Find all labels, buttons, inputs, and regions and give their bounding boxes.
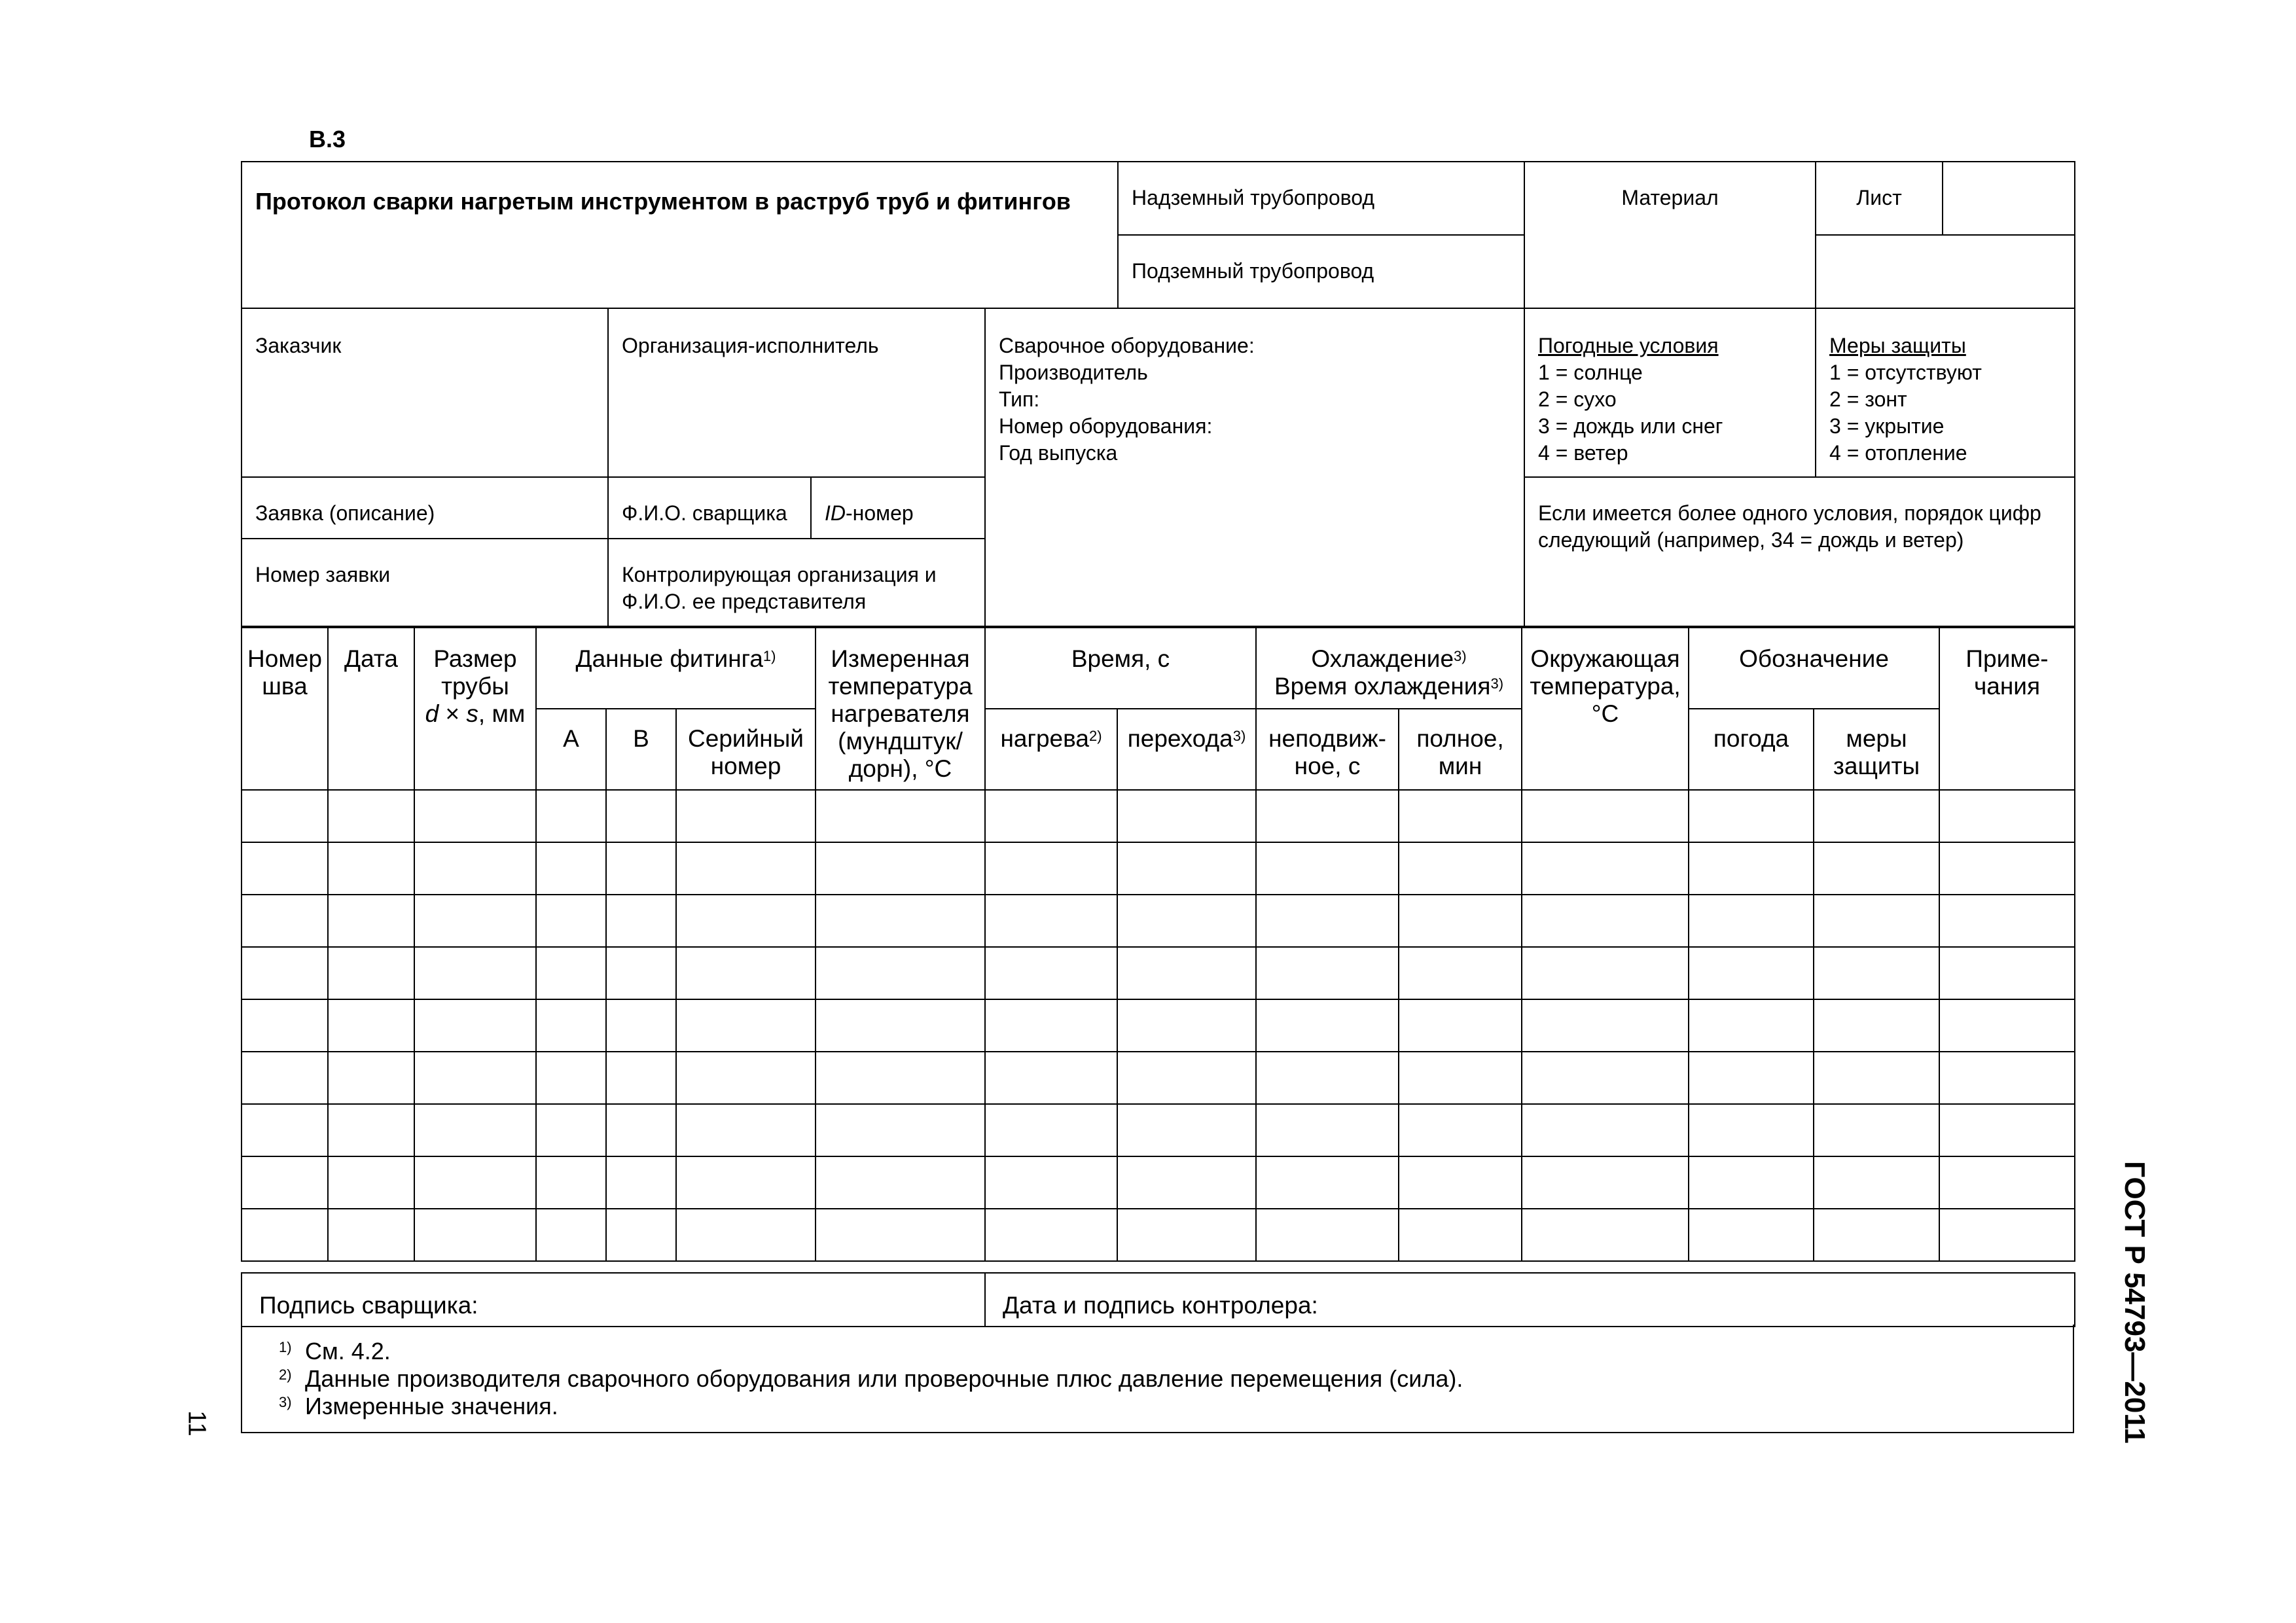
contractor-field: Организация-исполнитель	[608, 308, 985, 477]
table-cell[interactable]	[676, 999, 816, 1052]
protection-item: 1 = отсутствуют	[1829, 361, 1982, 384]
weather-item: 1 = солнце	[1538, 361, 1643, 384]
table-cell[interactable]	[1256, 895, 1399, 947]
pipe-size-times: ×	[439, 700, 467, 727]
col-seam-number: Номер шва	[242, 628, 328, 790]
table-cell[interactable]	[1522, 1156, 1689, 1209]
table-cell[interactable]	[1814, 790, 1939, 842]
welder-signature-field[interactable]: Подпись сварщика:	[242, 1273, 985, 1327]
table-cell[interactable]	[1814, 1209, 1939, 1261]
table-cell[interactable]	[985, 1104, 1117, 1156]
footnote-item	[279, 1338, 2073, 1365]
table-cell[interactable]	[1522, 1209, 1689, 1261]
table-cell[interactable]	[1522, 895, 1689, 947]
protection-measures-field	[1816, 308, 2075, 477]
table-cell[interactable]	[1689, 790, 1814, 842]
table-cell[interactable]	[1256, 1052, 1399, 1104]
table-cell[interactable]	[1117, 1156, 1256, 1209]
section-label: B.3	[309, 126, 346, 152]
col-fitting-data	[536, 628, 816, 709]
table-cell[interactable]	[606, 1052, 676, 1104]
table-cell[interactable]	[676, 947, 816, 999]
table-cell[interactable]	[676, 1104, 816, 1156]
footnotes	[241, 1325, 2074, 1433]
protection-item: 4 = отопление	[1829, 441, 1967, 465]
table-cell[interactable]	[676, 1156, 816, 1209]
table-cell[interactable]	[1814, 1104, 1939, 1156]
id-number-field	[811, 477, 985, 539]
table-cell[interactable]	[414, 842, 536, 895]
table-cell[interactable]	[676, 790, 816, 842]
inspection-org-field: Контролирующая организация и Ф.И.О. ее представителя	[608, 539, 985, 626]
col-fitting-serial: Серийный номер	[676, 709, 816, 790]
table-cell[interactable]	[985, 1156, 1117, 1209]
weather-item: 4 = ветер	[1538, 441, 1628, 465]
welder-name-field: Ф.И.О. сварщика	[608, 477, 811, 539]
table-cell[interactable]	[606, 999, 676, 1052]
table-cell[interactable]	[816, 999, 985, 1052]
table-cell[interactable]	[1814, 999, 1939, 1052]
table-cell[interactable]	[985, 842, 1117, 895]
table-cell[interactable]	[816, 947, 985, 999]
table-cell[interactable]	[328, 999, 414, 1052]
table-cell[interactable]	[242, 895, 328, 947]
table-cell[interactable]	[1399, 1052, 1522, 1104]
cooling-label: Охлаждение	[1311, 645, 1454, 672]
protocol-title: Протокол сварки нагретым инструментом в раструб труб и фитингов	[255, 188, 1071, 215]
table-cell[interactable]	[676, 895, 816, 947]
table-cell[interactable]	[1939, 1156, 2075, 1209]
equipment-year: Год выпуска	[999, 441, 1118, 465]
table-row	[242, 1156, 2075, 1209]
table-cell[interactable]	[536, 1156, 606, 1209]
table-cell[interactable]	[1689, 947, 1814, 999]
table-cell[interactable]	[1689, 1052, 1814, 1104]
table-cell[interactable]	[414, 1052, 536, 1104]
table-cell[interactable]	[1399, 1156, 1522, 1209]
table-cell[interactable]	[985, 790, 1117, 842]
col-designation-protection: меры защиты	[1814, 709, 1939, 790]
table-row	[242, 790, 2075, 842]
table-cell[interactable]	[1117, 842, 1256, 895]
col-designation: Обозначение	[1689, 628, 1939, 709]
footnote-mark: 3)	[279, 1394, 292, 1410]
table-cell[interactable]	[1814, 1052, 1939, 1104]
table-cell[interactable]	[1256, 947, 1399, 999]
table-cell[interactable]	[1256, 842, 1399, 895]
table-cell[interactable]	[414, 790, 536, 842]
table-cell[interactable]	[1689, 1209, 1814, 1261]
table-cell[interactable]	[676, 1052, 816, 1104]
table-cell[interactable]	[1689, 1104, 1814, 1156]
table-cell[interactable]	[242, 1209, 328, 1261]
col-transition-time	[1117, 709, 1256, 790]
table-cell[interactable]	[536, 790, 606, 842]
sheet-value	[1943, 162, 2075, 235]
table-cell[interactable]	[536, 1052, 606, 1104]
table-cell[interactable]	[242, 947, 328, 999]
col-date: Дата	[328, 628, 414, 790]
footnote-mark: 1)	[279, 1339, 292, 1355]
equipment-type: Тип:	[999, 387, 1040, 411]
table-cell[interactable]	[1689, 895, 1814, 947]
table-cell[interactable]	[1939, 1209, 2075, 1261]
welding-equipment-field	[985, 308, 1524, 626]
protection-item: 3 = укрытие	[1829, 414, 1945, 438]
weather-item: 3 = дождь или снег	[1538, 414, 1723, 438]
table-cell[interactable]	[816, 842, 985, 895]
table-cell[interactable]	[536, 947, 606, 999]
table-cell[interactable]	[536, 842, 606, 895]
footnote-text: Данные производителя сварочного оборудования или проверочные плюс давление перемещения (сила).	[305, 1365, 1463, 1392]
footnote-ref: 3)	[1232, 728, 1246, 744]
table-cell[interactable]	[1522, 790, 1689, 842]
footnote-item	[279, 1365, 2073, 1393]
table-cell[interactable]	[1814, 842, 1939, 895]
table-cell[interactable]	[1522, 947, 1689, 999]
table-cell[interactable]	[606, 1156, 676, 1209]
weather-title: Погодные условия	[1538, 334, 1719, 357]
document-code-text: ГОСТ Р 54793—2011	[2119, 1161, 2151, 1444]
table-cell[interactable]	[1939, 1104, 2075, 1156]
footnote-ref: 1)	[762, 648, 776, 664]
table-cell[interactable]	[1256, 999, 1399, 1052]
col-pipe-size	[414, 628, 536, 790]
table-cell[interactable]	[414, 1104, 536, 1156]
table-cell[interactable]	[1399, 842, 1522, 895]
table-cell[interactable]	[414, 895, 536, 947]
id-number-prefix: ID	[825, 501, 846, 525]
table-cell[interactable]	[242, 1156, 328, 1209]
table-cell[interactable]	[606, 895, 676, 947]
col-time: Время, с	[985, 628, 1256, 709]
table-row	[242, 895, 2075, 947]
table-cell[interactable]	[414, 947, 536, 999]
table-cell[interactable]	[816, 1209, 985, 1261]
table-cell[interactable]	[1117, 999, 1256, 1052]
table-cell[interactable]	[536, 895, 606, 947]
table-cell[interactable]	[676, 1209, 816, 1261]
pipe-size-unit: , мм	[478, 700, 526, 727]
table-cell[interactable]	[985, 1052, 1117, 1104]
table-row	[242, 947, 2075, 999]
table-cell[interactable]	[1117, 1104, 1256, 1156]
table-cell[interactable]	[1399, 790, 1522, 842]
footnote-text: Измеренные значения.	[305, 1393, 558, 1419]
table-cell[interactable]	[328, 1052, 414, 1104]
table-cell[interactable]	[606, 842, 676, 895]
table-cell[interactable]	[1399, 1209, 1522, 1261]
table-cell[interactable]	[1814, 895, 1939, 947]
table-cell[interactable]	[1689, 842, 1814, 895]
multiple-conditions-note: Если имеется более одного условия, порядок цифр следующий (например, 34 = дождь и ветер)	[1524, 477, 2075, 626]
table-cell[interactable]	[606, 947, 676, 999]
table-cell[interactable]	[985, 1209, 1117, 1261]
page-number-text: 11	[183, 1410, 211, 1436]
table-cell[interactable]	[328, 842, 414, 895]
table-cell[interactable]	[1256, 790, 1399, 842]
table-cell[interactable]	[816, 895, 985, 947]
page-number	[177, 1400, 216, 1446]
col-cooling-full: полное, мин	[1399, 709, 1522, 790]
customer-field: Заказчик	[242, 308, 608, 477]
table-cell[interactable]	[816, 1156, 985, 1209]
table-row	[242, 1052, 2075, 1104]
table-cell[interactable]	[1689, 1156, 1814, 1209]
table-cell[interactable]	[816, 1104, 985, 1156]
table-cell[interactable]	[1399, 895, 1522, 947]
table-cell[interactable]	[1117, 1052, 1256, 1104]
table-cell[interactable]	[816, 1052, 985, 1104]
table-cell[interactable]	[328, 947, 414, 999]
table-cell[interactable]	[414, 1156, 536, 1209]
table-cell[interactable]	[1814, 1156, 1939, 1209]
table-row	[242, 999, 2075, 1052]
table-cell[interactable]	[1256, 1104, 1399, 1156]
welding-data-table	[241, 627, 2075, 1262]
table-cell[interactable]	[1522, 842, 1689, 895]
table-cell[interactable]	[1399, 947, 1522, 999]
col-cooling-still: неподвиж-ное, с	[1256, 709, 1399, 790]
table-cell[interactable]	[242, 1052, 328, 1104]
equipment-manufacturer: Производитель	[999, 361, 1148, 384]
table-row	[242, 1104, 2075, 1156]
table-cell[interactable]	[1399, 999, 1522, 1052]
table-cell[interactable]	[1256, 1209, 1399, 1261]
table-cell[interactable]	[328, 1209, 414, 1261]
col-heating-time	[985, 709, 1117, 790]
pipe-size-label: Размер трубы	[433, 645, 517, 700]
table-cell[interactable]	[606, 1104, 676, 1156]
table-cell[interactable]	[816, 790, 985, 842]
table-cell[interactable]	[1814, 947, 1939, 999]
signature-row	[241, 1272, 2075, 1327]
table-cell[interactable]	[242, 842, 328, 895]
table-cell[interactable]	[985, 947, 1117, 999]
table-cell[interactable]	[1939, 999, 2075, 1052]
cooling-time-label: Время охлаждения	[1274, 673, 1491, 700]
col-fitting-b: В	[606, 709, 676, 790]
footnote-text: См. 4.2.	[305, 1338, 391, 1364]
table-cell[interactable]	[1117, 895, 1256, 947]
pipe-size-formula	[418, 700, 533, 728]
footnote-ref: 3)	[1490, 675, 1504, 692]
col-measured-temperature: Измеренная температура нагревателя (мундштук/ дорн), °С	[816, 628, 985, 790]
pipe-size-s: s	[466, 700, 478, 727]
table-cell[interactable]	[1522, 1052, 1689, 1104]
document-code	[2111, 1161, 2157, 1444]
table-cell[interactable]	[606, 1209, 676, 1261]
table-cell[interactable]	[414, 1209, 536, 1261]
table-cell[interactable]	[1256, 1156, 1399, 1209]
table-cell[interactable]	[606, 790, 676, 842]
table-cell[interactable]	[1939, 947, 2075, 999]
table-cell[interactable]	[242, 999, 328, 1052]
table-row	[242, 1209, 2075, 1261]
inspector-signature-field[interactable]: Дата и подпись контролера:	[985, 1273, 2075, 1327]
equipment-number: Номер оборудования:	[999, 414, 1213, 438]
protocol-header	[241, 161, 2075, 627]
table-cell[interactable]	[985, 999, 1117, 1052]
weather-conditions-field	[1524, 308, 1816, 477]
table-cell[interactable]	[242, 1104, 328, 1156]
table-cell[interactable]	[1939, 842, 2075, 895]
protection-title: Меры защиты	[1829, 334, 1966, 357]
table-cell[interactable]	[1399, 1104, 1522, 1156]
table-cell[interactable]	[1117, 790, 1256, 842]
table-cell[interactable]	[1522, 999, 1689, 1052]
table-cell[interactable]	[1939, 790, 2075, 842]
table-cell[interactable]	[1117, 1209, 1256, 1261]
table-cell[interactable]	[1939, 1052, 2075, 1104]
col-notes: Приме-чания	[1939, 628, 2075, 790]
col-ambient-temperature: Окружающая температура, °С	[1522, 628, 1689, 790]
protection-item: 2 = зонт	[1829, 387, 1907, 411]
table-cell[interactable]	[536, 999, 606, 1052]
table-cell[interactable]	[1689, 999, 1814, 1052]
table-cell[interactable]	[1522, 1104, 1689, 1156]
table-cell[interactable]	[1939, 895, 2075, 947]
equipment-title: Сварочное оборудование:	[999, 334, 1255, 357]
footnote-mark: 2)	[279, 1366, 292, 1383]
weather-item: 2 = сухо	[1538, 387, 1617, 411]
footnote-ref: 2)	[1088, 728, 1102, 744]
above-ground-field: Надземный трубопровод	[1118, 162, 1524, 235]
id-number-suffix: -номер	[846, 501, 914, 525]
heating-label: нагрева	[1000, 725, 1089, 752]
table-cell[interactable]	[328, 1104, 414, 1156]
sheet-extra-field	[1816, 235, 2075, 308]
col-designation-weather: погода	[1689, 709, 1814, 790]
footnote-item	[279, 1393, 2073, 1420]
underground-field: Подземный трубопровод	[1118, 235, 1524, 308]
table-cell[interactable]	[328, 895, 414, 947]
table-cell[interactable]	[328, 790, 414, 842]
transition-label: перехода	[1127, 725, 1233, 752]
table-cell[interactable]	[328, 1156, 414, 1209]
col-cooling	[1256, 628, 1522, 709]
material-field: Материал	[1524, 162, 1816, 308]
request-description-field: Заявка (описание)	[242, 477, 608, 539]
table-cell[interactable]	[1117, 947, 1256, 999]
request-number-field: Номер заявки	[242, 539, 608, 626]
sheet-label: Лист	[1816, 162, 1943, 235]
table-cell[interactable]	[985, 895, 1117, 947]
table-cell[interactable]	[536, 1209, 606, 1261]
table-row	[242, 842, 2075, 895]
table-cell[interactable]	[536, 1104, 606, 1156]
table-cell[interactable]	[242, 790, 328, 842]
table-cell[interactable]	[414, 999, 536, 1052]
pipe-size-d: d	[425, 700, 439, 727]
footnote-ref: 3)	[1454, 648, 1467, 664]
col-fitting-a: А	[536, 709, 606, 790]
fitting-data-label: Данные фитинга	[575, 645, 763, 672]
table-cell[interactable]	[676, 842, 816, 895]
protocol-title-cell	[242, 162, 1118, 308]
